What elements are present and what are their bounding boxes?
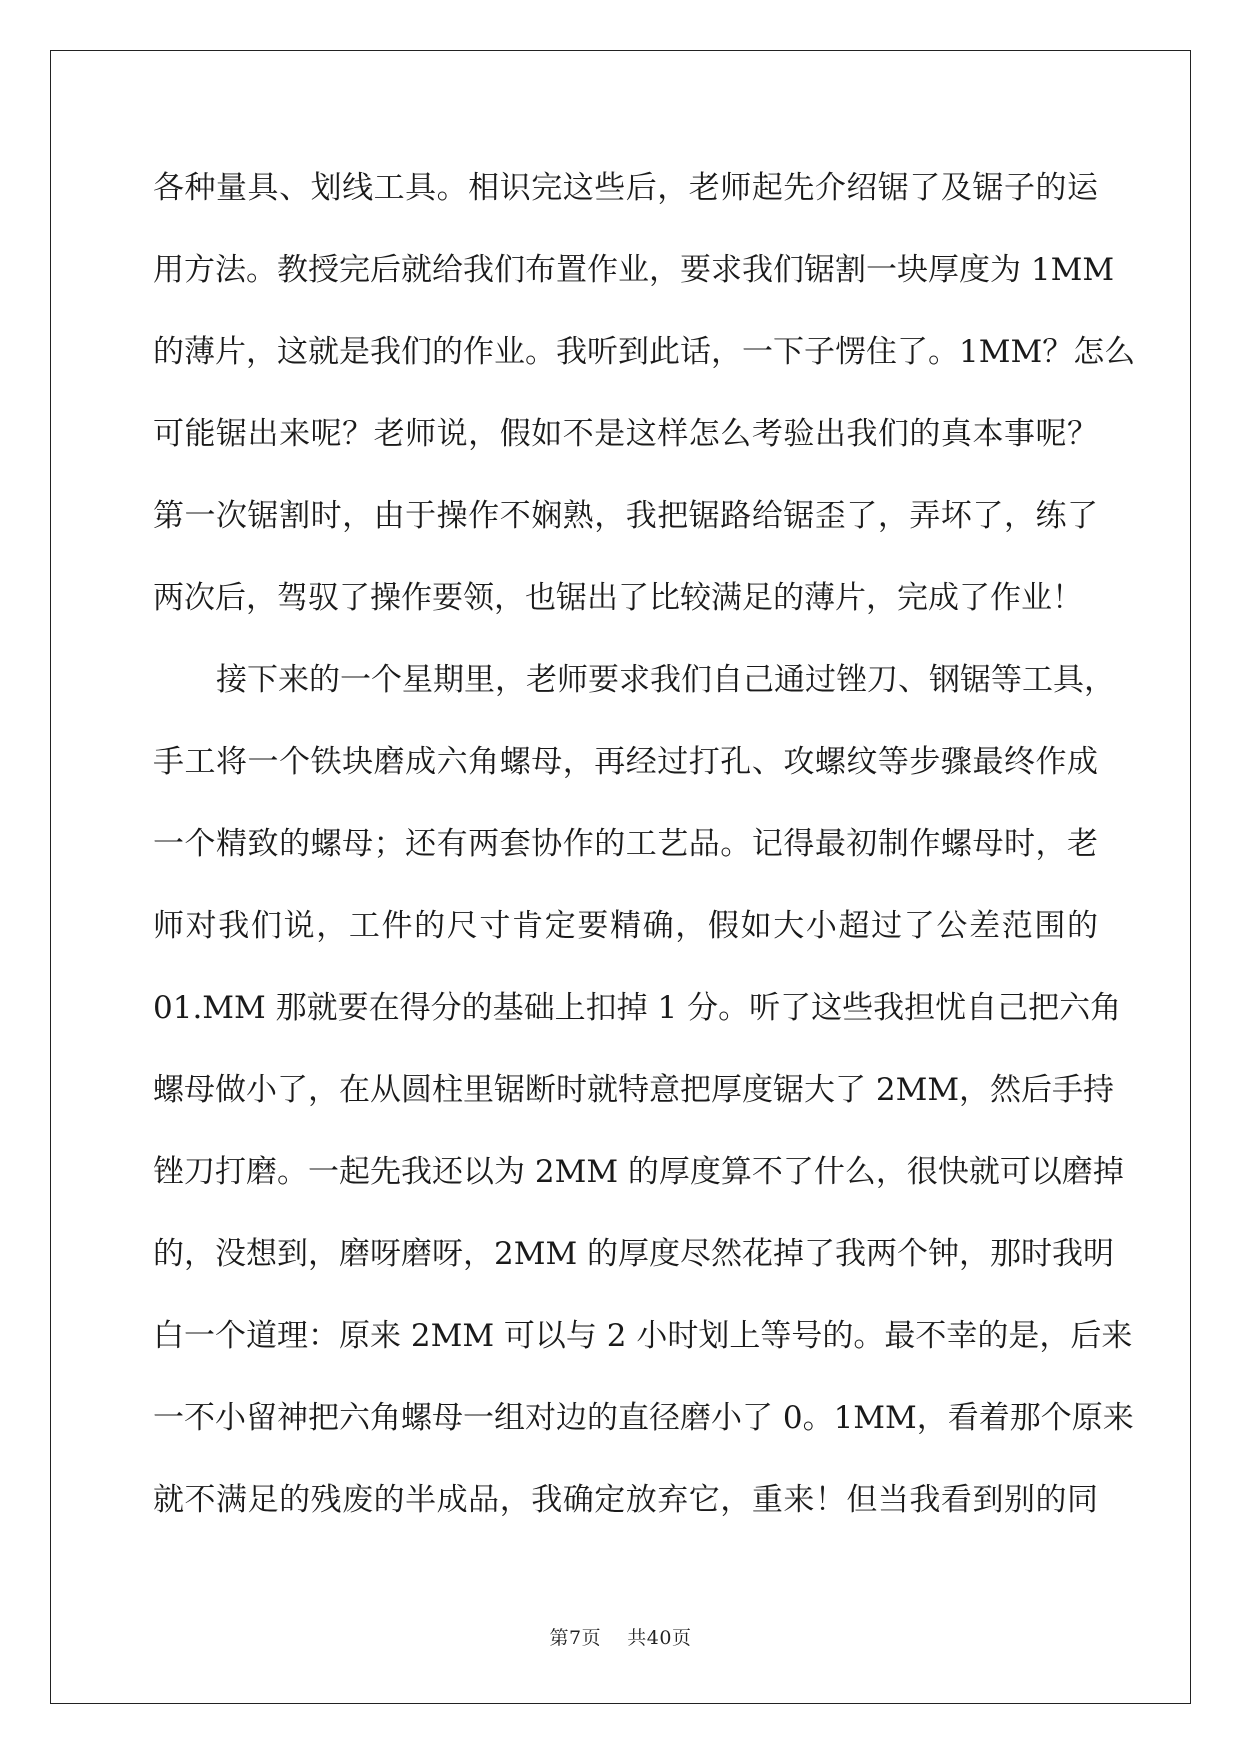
document-body [153, 160, 1136, 1554]
text-line: 一不小留神把六角螺母一组对边的直径磨小了 0。1MM，看着那个原来 [153, 1400, 1134, 1436]
page-number-current: 第7页 [549, 1627, 602, 1649]
text-line: 螺母做小了，在从圆柱里锯断时就特意把厚度锯大了 2MM，然后手持 [153, 1072, 1115, 1108]
text-line: 锉刀打磨。一起先我还以为 2MM 的厚度算不了什么，很快就可以磨掉 [153, 1154, 1124, 1190]
text-line: 第一次锯割时，由于操作不娴熟，我把锯路给锯歪了，弄坏了，练了 [153, 498, 1098, 534]
footer-spacer [601, 1627, 627, 1649]
page-footer [0, 1623, 1241, 1650]
text-line: 一个精致的螺母；还有两套协作的工艺品。记得最初制作螺母时，老 [153, 826, 1098, 862]
text-line: 师对我们说，工件的尺寸肯定要精确，假如大小超过了公差范围的 [153, 908, 1098, 944]
text-line: 两次后，驾驭了操作要领，也锯出了比较满足的薄片，完成了作业！ [153, 580, 1083, 616]
text-line: 各种量具、划线工具。相识完这些后，老师起先介绍锯了及锯子的运 [153, 170, 1098, 206]
paragraph-first-line: 接下来的一个星期里，老师要求我们自己通过锉刀、钢锯等工具， [216, 662, 1115, 698]
text-line: 的，没想到，磨呀磨呀，2MM 的厚度尽然花掉了我两个钟，那时我明 [153, 1236, 1115, 1272]
text-line: 可能锯出来呢？老师说，假如不是这样怎么考验出我们的真本事呢？ [153, 416, 1098, 452]
page-number-total: 共40页 [627, 1627, 692, 1649]
text-line: 白一个道理：原来 2MM 可以与 2 小时划上等号的。最不幸的是，后来 [153, 1318, 1133, 1354]
text-line: 用方法。教授完后就给我们布置作业，要求我们锯割一块厚度为 1MM [153, 252, 1115, 288]
text-line: 01.MM 那就要在得分的基础上扣掉 1 分。听了这些我担忧自己把六角 [153, 990, 1122, 1026]
text-line: 的薄片，这就是我们的作业。我听到此话，一下子愣住了。1MM？怎么 [153, 334, 1136, 370]
text-line: 就不满足的残废的半成品，我确定放弃它，重来！但当我看到别的同 [153, 1482, 1098, 1518]
text-line: 手工将一个铁块磨成六角螺母，再经过打孔、攻螺纹等步骤最终作成 [153, 744, 1098, 780]
